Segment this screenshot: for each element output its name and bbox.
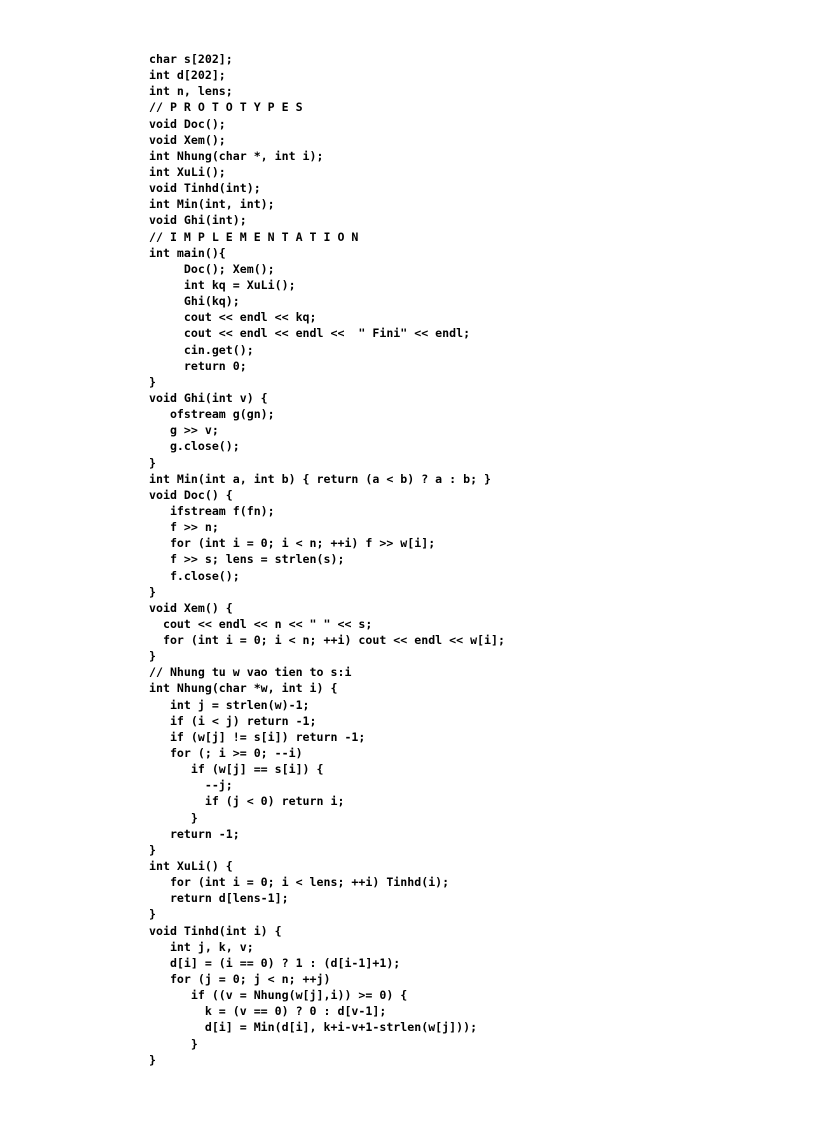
code-line: for (int i = 0; i < n; ++i) cout << endl << w[i]; [149,633,505,648]
code-line: int j, k, v; [149,939,254,954]
code-line: return d[lens-1]; [149,891,289,906]
code-line: ofstream g(gn); [149,407,275,422]
code-line: cout << endl << n << " " << s; [149,616,373,631]
code-line: --j; [149,778,233,793]
code-line: } [149,1036,198,1051]
code-line: int XuLi() { [149,859,233,874]
code-line: void Tinhd(int i) { [149,923,282,938]
code-line: return -1; [149,826,240,841]
code-line: void Doc(); [149,116,226,131]
code-line: if ((v = Nhung(w[j],i)) >= 0) { [149,988,408,1003]
code-line: ifstream f(fn); [149,503,275,518]
code-line: } [149,455,156,470]
code-line: d[i] = (i == 0) ? 1 : (d[i-1]+1); [149,955,401,970]
code-line: f >> n; [149,520,219,535]
code-line: void Ghi(int v) { [149,390,268,405]
code-line: g.close(); [149,439,240,454]
code-line: if (w[j] == s[i]) { [149,762,324,777]
code-listing [149,51,505,1068]
code-line: int kq = XuLi(); [149,277,296,292]
code-line: void Xem(); [149,132,226,147]
code-line: for (int i = 0; i < lens; ++i) Tinhd(i); [149,875,450,890]
code-line: d[i] = Min(d[i], k+i-v+1-strlen(w[j])); [149,1020,478,1035]
code-line: int Min(int a, int b) { return (a < b) ? a : b; } [149,471,492,486]
code-line: void Tinhd(int); [149,181,261,196]
code-line: } [149,649,156,664]
code-line: } [149,810,198,825]
code-line: cout << endl << kq; [149,310,317,325]
code-line: cin.get(); [149,342,254,357]
code-line: int Min(int, int); [149,197,275,212]
code-line: // I M P L E M E N T A T I O N [149,229,359,244]
code-line: } [149,374,156,389]
code-line: int Nhung(char *, int i); [149,148,324,163]
code-line: int j = strlen(w)-1; [149,697,310,712]
code-line: } [149,907,156,922]
code-line: return 0; [149,358,247,373]
code-line: f >> s; lens = strlen(s); [149,552,345,567]
code-line: } [149,842,156,857]
code-line: cout << endl << endl << " Fini" << endl; [149,326,471,341]
code-line: k = (v == 0) ? 0 : d[v-1]; [149,1004,387,1019]
code-line: for (j = 0; j < n; ++j) [149,972,331,987]
code-line: if (w[j] != s[i]) return -1; [149,729,366,744]
code-line: for (int i = 0; i < n; ++i) f >> w[i]; [149,536,436,551]
code-line: // Nhung tu w vao tien to s:i [149,665,352,680]
code-line: Doc(); Xem(); [149,261,275,276]
code-line: int Nhung(char *w, int i) { [149,681,338,696]
code-line: } [149,584,156,599]
code-line: g >> v; [149,423,219,438]
code-line: if (i < j) return -1; [149,713,317,728]
code-line: Ghi(kq); [149,294,240,309]
code-line: } [149,1052,156,1067]
code-line: if (j < 0) return i; [149,794,345,809]
code-line: void Doc() { [149,487,233,502]
code-line: void Xem() { [149,600,233,615]
code-line: int main(){ [149,245,226,260]
code-line: int n, lens; [149,84,233,99]
code-line: int d[202]; [149,68,226,83]
code-line: int XuLi(); [149,164,226,179]
code-line: void Ghi(int); [149,213,247,228]
code-line: // P R O T O T Y P E S [149,100,303,115]
code-line: char s[202]; [149,52,233,66]
code-line: f.close(); [149,568,240,583]
code-line: for (; i >= 0; --i) [149,746,303,761]
